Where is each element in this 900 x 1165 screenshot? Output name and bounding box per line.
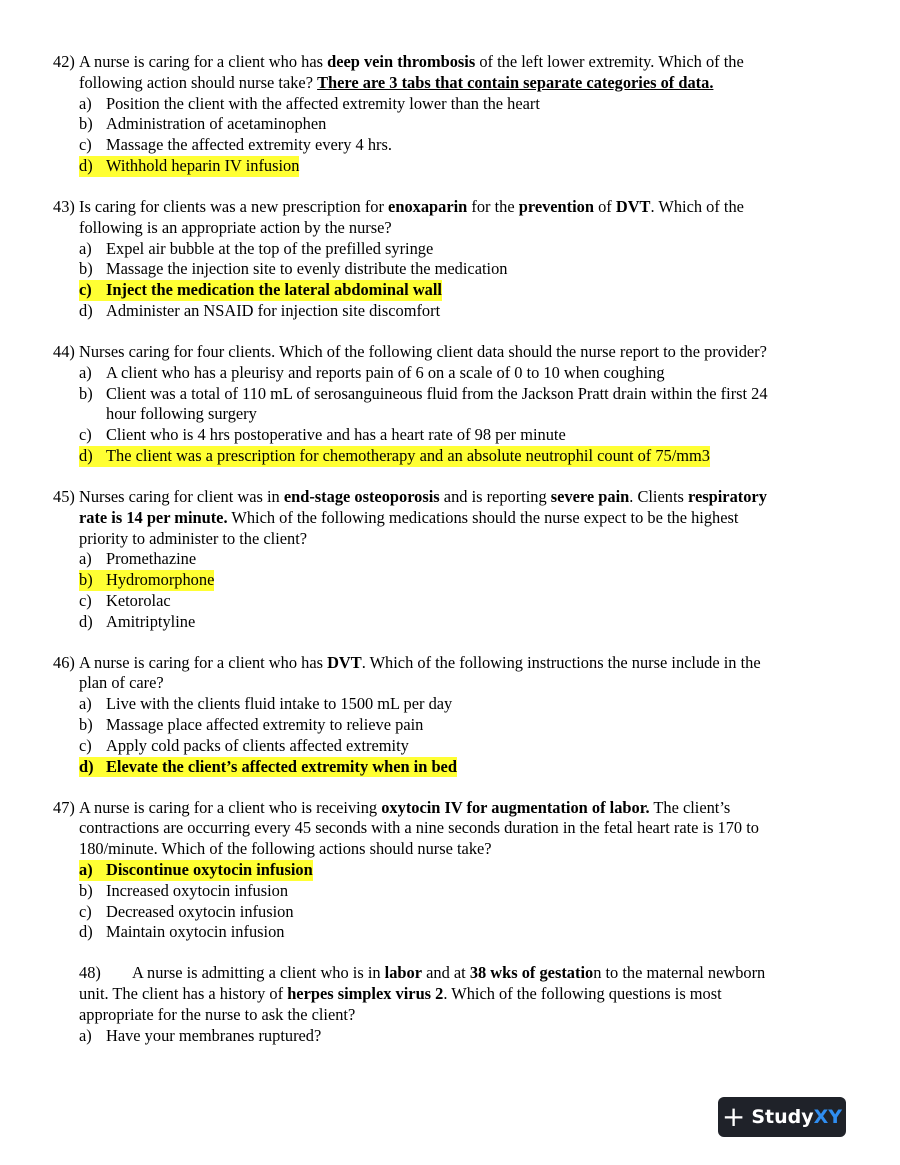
question-stem-line <box>0 52 900 73</box>
badge-brand-accent: XY <box>813 1106 843 1128</box>
stem-segment: . Which of the <box>650 196 744 216</box>
answer-text <box>106 404 257 425</box>
option-letter: d) <box>79 445 93 465</box>
answer-text <box>79 259 507 280</box>
answer-text <box>79 736 409 757</box>
stem-segment: of <box>594 196 616 216</box>
answer-option-b <box>0 114 900 135</box>
answer-text <box>79 301 440 322</box>
correct-answer <box>79 570 214 591</box>
option-text: Maintain oxytocin infusion <box>106 922 285 942</box>
answer-text <box>79 694 452 715</box>
correct-answer <box>79 446 710 467</box>
stem-segment: Nurses caring for four clients. Which of the following client data should the nurse report to the provider? <box>79 341 767 361</box>
option-text: Massage the injection site to evenly distribute the medication <box>106 259 508 279</box>
option-letter: a) <box>79 362 92 382</box>
option-letter: b) <box>79 880 93 900</box>
answer-option-a <box>0 363 900 384</box>
question-stem-line <box>0 218 900 239</box>
question-number: 42) <box>53 52 75 71</box>
option-letter: a) <box>79 93 92 113</box>
option-text: Client was a total of 110 mL of serosanguineous fluid from the Jackson Pratt drain within the first 24 <box>106 383 768 403</box>
correct-answer <box>79 860 313 881</box>
stem-segment: A nurse is caring for a client who has <box>79 652 328 672</box>
option-letter: a) <box>79 238 92 258</box>
question-stem-line <box>0 1005 900 1026</box>
bold-text: labor <box>384 963 423 983</box>
answer-option-d <box>0 446 900 467</box>
option-letter: a) <box>79 549 92 569</box>
stem-segment: . Which of the following questions is most <box>443 984 722 1004</box>
answer-option-d <box>0 301 900 322</box>
answer-text <box>79 94 540 115</box>
option-letter: a) <box>79 694 92 714</box>
stem-segment: following action should nurse take? <box>79 72 318 92</box>
answer-option-b <box>0 404 900 425</box>
question-45 <box>0 487 900 633</box>
bold-text: end-stage osteoporosis <box>283 486 440 506</box>
option-text: Decreased oxytocin infusion <box>106 901 294 921</box>
stem-segment: and at <box>422 963 470 983</box>
question-stem-line <box>0 839 900 860</box>
option-text: Have your membranes ruptured? <box>106 1025 322 1045</box>
question-stem-text <box>79 673 164 694</box>
question-stem-text <box>79 798 730 819</box>
badge-brand: Study <box>751 1106 814 1128</box>
stem-segment: 180/minute. Which of the following actions should nurse take? <box>79 839 492 859</box>
question-stem-text <box>79 197 744 218</box>
question-number: 43) <box>53 196 75 216</box>
question-44 <box>0 342 900 467</box>
answer-text <box>79 612 195 633</box>
question-stem-line <box>0 508 900 529</box>
option-text: The client was a prescription for chemotherapy and an absolute neutrophil count of 75/mm3 <box>106 445 710 465</box>
answer-text <box>79 363 665 384</box>
stem-segment: for the <box>467 196 519 216</box>
question-stem-line <box>0 963 900 984</box>
answer-option-c <box>0 902 900 923</box>
question-42 <box>0 52 900 177</box>
stem-segment: The client’s <box>649 797 731 817</box>
option-text: Withhold heparin IV infusion <box>106 155 300 175</box>
option-text: Position the client with the affected extremity lower than the heart <box>106 93 540 113</box>
stem-segment: Nurses caring for client was in <box>79 486 284 506</box>
question-stem-text <box>79 529 307 550</box>
question-43 <box>0 197 900 322</box>
option-text: Massage place affected extremity to relieve pain <box>106 715 424 735</box>
answer-text <box>79 715 423 736</box>
question-number: 45) <box>53 486 75 506</box>
answer-option-a <box>0 860 900 881</box>
option-letter: d) <box>79 922 93 942</box>
document-body <box>0 52 900 1067</box>
option-text: Massage the affected extremity every 4 hrs. <box>106 135 392 155</box>
stem-segment: n to the maternal newborn <box>593 963 766 983</box>
option-text: Inject the medication the lateral abdominal wall <box>106 280 442 300</box>
question-stem-line <box>0 529 900 550</box>
question-stem-text <box>79 52 744 73</box>
stem-segment: A nurse is caring for a client who is receiving <box>79 797 382 817</box>
bold-text: oxytocin IV for augmentation of labor. <box>381 797 650 817</box>
option-text: Discontinue oxytocin infusion <box>106 860 313 880</box>
question-stem-line <box>0 487 900 508</box>
answer-option-a <box>0 549 900 570</box>
answer-option-d <box>0 757 900 778</box>
question-stem-line <box>0 197 900 218</box>
stem-segment: A nurse is caring for a client who has <box>79 52 328 71</box>
bold-text: deep vein thrombosis <box>327 52 476 71</box>
answer-option-a <box>0 1026 900 1047</box>
question-stem-text <box>79 984 722 1005</box>
question-stem-line <box>0 73 900 94</box>
question-48 <box>0 963 900 1046</box>
answer-option-b <box>0 570 900 591</box>
answer-option-c <box>0 280 900 301</box>
option-text: Promethazine <box>106 549 197 569</box>
bold-text: prevention <box>518 196 594 216</box>
answer-text <box>79 239 433 260</box>
answer-text <box>79 591 171 612</box>
option-letter: d) <box>79 300 93 320</box>
question-stem-line <box>0 342 900 363</box>
answer-option-d <box>0 156 900 177</box>
stem-segment: Is caring for clients was a new prescription for <box>79 196 389 216</box>
answer-text <box>79 1026 321 1047</box>
bold-text: DVT <box>327 652 362 672</box>
answer-text <box>79 425 566 446</box>
question-stem-text <box>79 342 767 363</box>
question-stem-line <box>0 673 900 694</box>
stem-segment: and is reporting <box>439 486 551 506</box>
question-number: 44) <box>53 341 75 361</box>
bold-text: 38 wks of gestatio <box>469 963 594 983</box>
bold-text: DVT <box>615 196 651 216</box>
option-letter: c) <box>79 735 92 755</box>
question-stem-text <box>79 218 392 239</box>
question-stem-text <box>79 1005 355 1026</box>
stem-segment: . Which of the following instructions the nurse include in the <box>361 652 761 672</box>
answer-option-d <box>0 922 900 943</box>
stem-segment: A nurse is admitting a client who is in <box>132 963 385 983</box>
answer-text <box>79 881 288 902</box>
answer-option-b <box>0 881 900 902</box>
question-47 <box>0 798 900 944</box>
stem-segment: priority to administer to the client? <box>79 528 308 548</box>
correct-answer <box>79 757 457 778</box>
option-text: Expel air bubble at the top of the prefilled syringe <box>106 238 434 258</box>
option-text: A client who has a pleurisy and reports pain of 6 on a scale of 0 to 10 when coughing <box>106 362 665 382</box>
question-number: 46) <box>53 652 75 672</box>
option-text: Increased oxytocin infusion <box>106 880 289 900</box>
option-letter: b) <box>79 570 93 590</box>
answer-option-d <box>0 612 900 633</box>
stem-segment: plan of care? <box>79 673 164 693</box>
correct-answer <box>79 156 299 177</box>
answer-option-b <box>0 715 900 736</box>
bold-text: enoxaparin <box>388 196 468 216</box>
stem-segment: following is an appropriate action by the nurse? <box>79 217 392 237</box>
question-number: 48) <box>79 963 101 983</box>
option-letter: c) <box>79 590 92 610</box>
answer-option-b <box>0 384 900 405</box>
option-text: Amitriptyline <box>106 611 196 631</box>
question-stem-text <box>132 963 765 984</box>
option-text: Ketorolac <box>106 590 171 610</box>
underlined-text: There are 3 tabs that contain separate categories of data. <box>317 72 714 92</box>
studyxy-badge[interactable] <box>718 1097 846 1137</box>
question-stem-line <box>0 653 900 674</box>
option-letter: a) <box>79 1025 92 1045</box>
option-letter: d) <box>79 611 93 631</box>
question-stem-line <box>0 798 900 819</box>
option-letter: d) <box>79 155 93 175</box>
answer-option-a <box>0 694 900 715</box>
option-letter: c) <box>79 280 92 300</box>
answer-option-b <box>0 259 900 280</box>
bold-text: rate is 14 per minute. <box>79 507 228 527</box>
option-letter: c) <box>79 901 92 921</box>
option-text: Client who is 4 hrs postoperative and has a heart rate of 98 per minute <box>106 425 566 445</box>
option-text: Administration of acetaminophen <box>106 114 327 134</box>
answer-text <box>79 384 768 405</box>
answer-option-a <box>0 94 900 115</box>
question-stem-text <box>79 487 767 508</box>
stem-segment: Which of the following medications should the nurse expect to be the highest <box>227 507 739 527</box>
stem-segment: appropriate for the nurse to ask the client? <box>79 1005 356 1024</box>
answer-text <box>79 922 284 943</box>
question-stem-text <box>79 508 738 529</box>
stem-segment: of the left lower extremity. Which of the <box>475 52 744 71</box>
question-stem-text <box>79 653 761 674</box>
answer-option-c <box>0 591 900 612</box>
option-letter: c) <box>79 425 92 445</box>
option-text: Apply cold packs of clients affected extremity <box>106 735 409 755</box>
question-46 <box>0 653 900 778</box>
option-text: Hydromorphone <box>106 570 215 590</box>
bold-text: herpes simplex virus 2 <box>287 984 444 1004</box>
answer-option-c <box>0 135 900 156</box>
option-letter: d) <box>79 756 94 776</box>
option-letter: b) <box>79 259 93 279</box>
option-text: Elevate the client’s affected extremity when in bed <box>106 756 457 776</box>
answer-text <box>79 114 326 135</box>
option-letter: a) <box>79 860 93 880</box>
answer-option-a <box>0 239 900 260</box>
question-number: 47) <box>53 797 75 817</box>
option-letter: b) <box>79 715 93 735</box>
question-stem-text <box>79 73 713 94</box>
stem-segment: . Clients <box>629 486 688 506</box>
bold-text: respiratory <box>688 486 767 506</box>
option-letter: b) <box>79 383 93 403</box>
bold-text: severe pain <box>550 486 630 506</box>
answer-text <box>79 902 294 923</box>
answer-text <box>79 549 196 570</box>
plus-icon: + <box>721 1100 746 1133</box>
question-stem-line <box>0 984 900 1005</box>
option-letter: b) <box>79 114 93 134</box>
option-text: Administer an NSAID for injection site discomfort <box>106 300 441 320</box>
stem-segment: contractions are occurring every 45 seconds with a nine seconds duration in the fetal heart rate is 170 to <box>79 818 759 838</box>
option-letter: c) <box>79 135 92 155</box>
question-stem-line <box>0 818 900 839</box>
stem-segment: unit. The client has a history of <box>79 984 288 1004</box>
answer-option-c <box>0 425 900 446</box>
answer-text <box>79 135 392 156</box>
option-text: Live with the clients fluid intake to 1500 mL per day <box>106 694 453 714</box>
option-text: hour following surgery <box>106 404 257 424</box>
answer-option-c <box>0 736 900 757</box>
question-stem-text <box>79 839 492 860</box>
correct-answer <box>79 280 442 301</box>
question-stem-text <box>79 818 759 839</box>
